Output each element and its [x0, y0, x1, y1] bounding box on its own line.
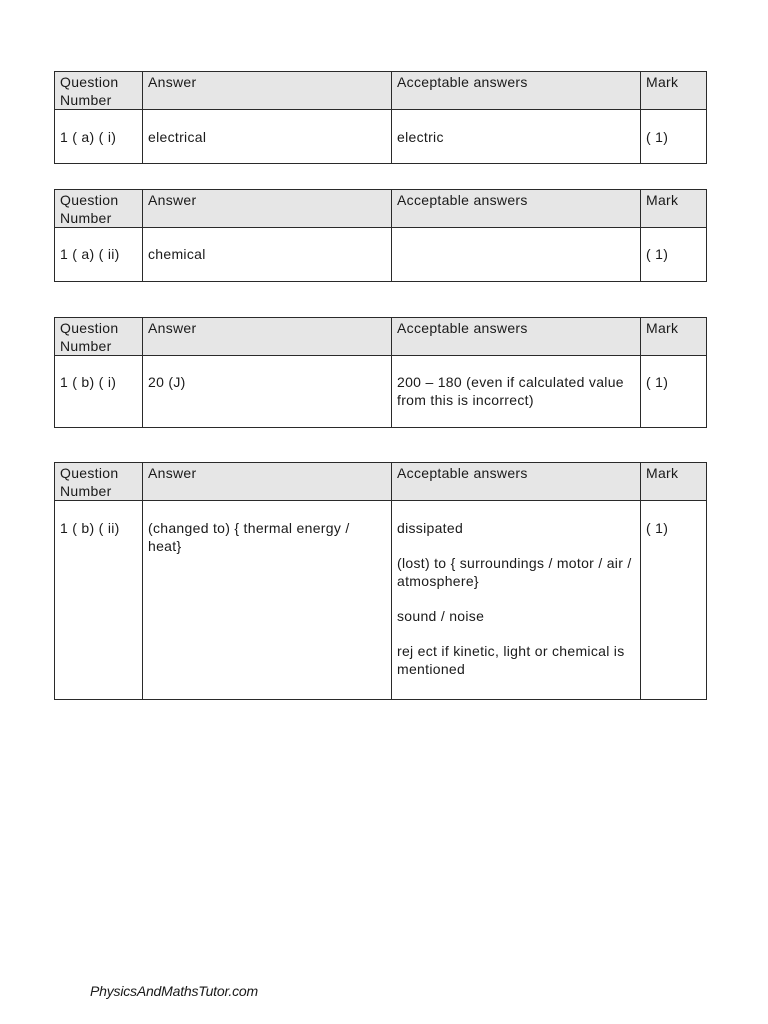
header-answer: Answer: [143, 318, 392, 356]
answer-cell: chemical: [143, 228, 392, 282]
header-acceptable-answers: Acceptable answers: [392, 463, 641, 501]
markscheme-table-1b-i: [54, 317, 707, 428]
table-header-row: [55, 72, 707, 110]
table-row: [55, 356, 707, 428]
question-number-cell: 1 ( a) ( i): [55, 110, 143, 164]
question-number-cell: 1 ( b) ( ii): [55, 501, 143, 700]
table-header-row: [55, 318, 707, 356]
mark-cell: ( 1): [641, 501, 707, 700]
table-header-row: [55, 190, 707, 228]
header-mark: Mark: [641, 190, 707, 228]
mark-cell: ( 1): [641, 228, 707, 282]
header-mark: Mark: [641, 72, 707, 110]
header-question-number: Question Number: [55, 318, 143, 356]
header-mark: Mark: [641, 318, 707, 356]
header-answer: Answer: [143, 190, 392, 228]
acceptable-answers-cell: [392, 228, 641, 282]
header-question-number: Question Number: [55, 190, 143, 228]
table-row: [55, 228, 707, 282]
table-header-row: [55, 463, 707, 501]
header-question-number: Question Number: [55, 72, 143, 110]
header-answer: Answer: [143, 463, 392, 501]
acceptable-answers-cell: [392, 501, 641, 700]
acceptable-answer: sound / noise: [397, 608, 485, 624]
markscheme-table-1a-ii: [54, 189, 707, 282]
table-row: [55, 501, 707, 700]
reject-note: rej ect if kinetic, light or chemical is mentioned: [397, 643, 625, 677]
acceptable-answers-cell: [392, 356, 641, 428]
acceptable-answer: (lost) to { surroundings / motor / air / atmosphere}: [397, 555, 632, 589]
header-acceptable-answers: Acceptable answers: [392, 72, 641, 110]
answer-cell: electrical: [143, 110, 392, 164]
answer-cell: (changed to) { thermal energy / heat}: [143, 501, 392, 700]
header-acceptable-answers: Acceptable answers: [392, 318, 641, 356]
table-row: [55, 110, 707, 164]
mark-cell: ( 1): [641, 356, 707, 428]
header-mark: Mark: [641, 463, 707, 501]
markscheme-table-1b-ii: [54, 462, 707, 700]
header-question-number: Question Number: [55, 463, 143, 501]
acceptable-answer: 200 – 180 (even if calculated value from this is incorrect): [397, 374, 624, 408]
markscheme-table-1a-i: [54, 71, 707, 164]
header-acceptable-answers: Acceptable answers: [392, 190, 641, 228]
mark-cell: ( 1): [641, 110, 707, 164]
answer-cell: 20 (J): [143, 356, 392, 428]
acceptable-answers-cell: [392, 110, 641, 164]
header-answer: Answer: [143, 72, 392, 110]
footer-source-text: PhysicsAndMathsTutor.com: [90, 983, 258, 999]
acceptable-answer: dissipated: [397, 520, 464, 536]
question-number-cell: 1 ( a) ( ii): [55, 228, 143, 282]
question-number-cell: 1 ( b) ( i): [55, 356, 143, 428]
acceptable-answer: electric: [397, 129, 444, 145]
